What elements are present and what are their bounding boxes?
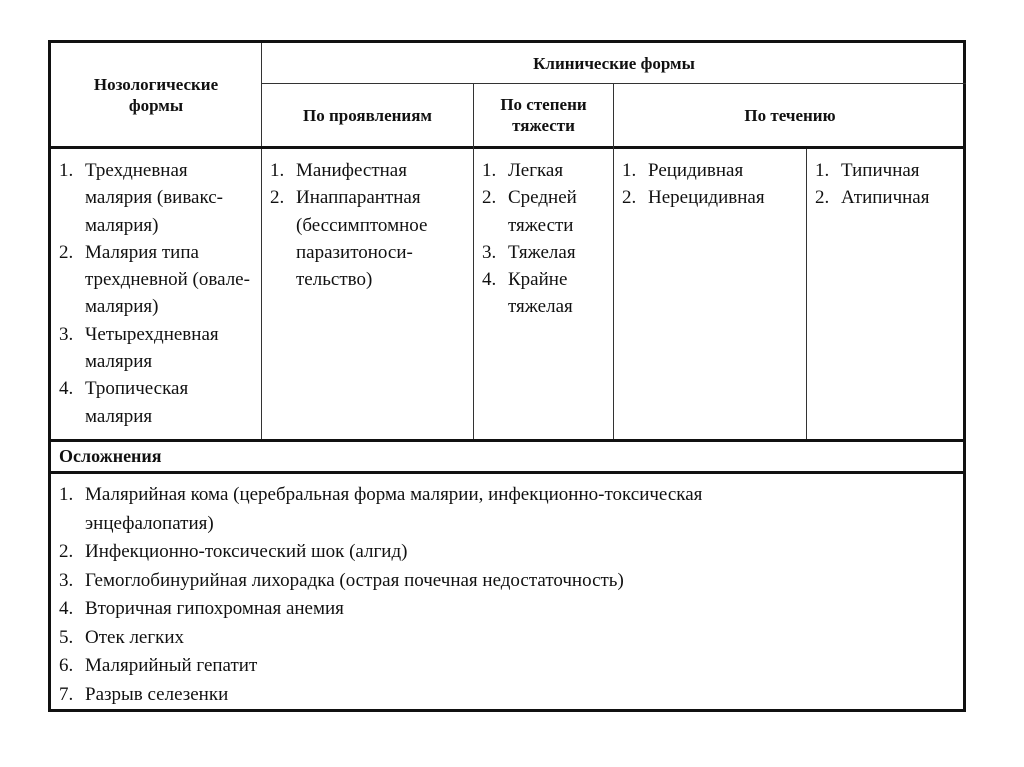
list-item-number: 3. bbox=[482, 241, 497, 263]
list-item bbox=[59, 652, 779, 681]
list-item-text: Инфекционно-токсический шок (алгид) bbox=[85, 541, 408, 562]
list-item-number: 2. bbox=[815, 187, 830, 209]
list-item-number: 1. bbox=[622, 160, 637, 181]
list-item bbox=[59, 567, 779, 596]
malaria-classification-table bbox=[48, 40, 966, 712]
cell-nosological-forms bbox=[59, 157, 259, 430]
list-item bbox=[59, 239, 259, 321]
header-clinical-label: Клинические формы bbox=[533, 53, 695, 73]
list-item-text: Типичная bbox=[841, 160, 920, 181]
list-item-number: 2. bbox=[59, 541, 74, 562]
nosological-forms-list bbox=[59, 157, 259, 430]
header-by-course bbox=[614, 84, 966, 146]
list-item-text: Тропическая малярия bbox=[85, 378, 189, 427]
list-item bbox=[59, 157, 259, 239]
list-item-number: 1. bbox=[482, 160, 497, 181]
list-item-number: 6. bbox=[59, 655, 74, 676]
list-item bbox=[59, 538, 779, 567]
list-item-number: 2. bbox=[270, 187, 285, 209]
complications-title bbox=[59, 446, 162, 467]
cell-severity-forms bbox=[482, 157, 612, 321]
list-item-text: Малярия типа трехдневной (овале-малярия) bbox=[85, 241, 250, 318]
list-item-text: Крайне тяжелая bbox=[508, 269, 573, 318]
list-item-number: 2. bbox=[622, 187, 637, 209]
list-item bbox=[815, 184, 965, 211]
list-item-text: Инаппарантная (бессимптомное паразитоноси-тельство) bbox=[296, 187, 428, 291]
list-item-number: 2. bbox=[482, 187, 497, 209]
list-item bbox=[482, 266, 612, 321]
list-item bbox=[59, 321, 259, 376]
list-item bbox=[622, 184, 807, 211]
list-item bbox=[482, 157, 612, 184]
list-item-text: Тяжелая bbox=[508, 241, 576, 263]
divider-header-bottom bbox=[51, 146, 966, 149]
list-item bbox=[59, 375, 259, 430]
list-item bbox=[59, 681, 779, 710]
list-item-number: 7. bbox=[59, 683, 74, 705]
course-recurrence-list bbox=[622, 157, 807, 212]
cell-course-type bbox=[815, 157, 965, 212]
complications-title-label: Осложнения bbox=[59, 446, 162, 466]
list-item-number: 4. bbox=[59, 378, 74, 400]
cell-manifestation-forms bbox=[270, 157, 470, 293]
list-item-text: Малярийная кома (церебральная форма малярии, инфекционно-токсическая энцефалопатия) bbox=[85, 484, 703, 534]
list-item-number: 4. bbox=[482, 269, 497, 291]
list-item bbox=[482, 239, 612, 266]
header-by-manifestation bbox=[262, 84, 473, 146]
severity-forms-list bbox=[482, 157, 612, 321]
course-type-list bbox=[815, 157, 965, 212]
header-nosological-label: Нозологические формы bbox=[93, 74, 219, 115]
list-item bbox=[482, 184, 612, 239]
list-item-number: 1. bbox=[59, 484, 74, 505]
divider-complications-title bbox=[51, 471, 966, 474]
list-item bbox=[815, 157, 965, 184]
list-item-number: 3. bbox=[59, 323, 74, 345]
list-item-text: Гемоглобинурийная лихорадка (острая почечная недостаточность) bbox=[85, 569, 624, 591]
list-item-text: Рецидивная bbox=[648, 160, 744, 181]
list-item-text: Вторичная гипохромная анемия bbox=[85, 598, 344, 619]
list-item-text: Четырехдневная малярия bbox=[85, 323, 219, 373]
complications-list bbox=[59, 481, 779, 709]
list-item-number: 1. bbox=[59, 160, 74, 181]
cell-complications bbox=[59, 481, 779, 709]
header-clinical-forms bbox=[262, 43, 966, 83]
header-by-severity bbox=[474, 84, 613, 146]
list-item-text: Манифестная bbox=[296, 160, 407, 181]
list-item bbox=[270, 157, 470, 184]
list-item-text: Малярийный гепатит bbox=[85, 655, 258, 676]
list-item-number: 3. bbox=[59, 569, 74, 591]
header-by-course-label: По течению bbox=[744, 105, 836, 125]
list-item-text: Легкая bbox=[508, 160, 564, 181]
list-item-text: Отек легких bbox=[85, 626, 185, 648]
list-item bbox=[59, 481, 779, 538]
list-item-number: 1. bbox=[270, 160, 285, 181]
list-item-number: 1. bbox=[815, 160, 830, 181]
list-item-number: 5. bbox=[59, 626, 74, 648]
list-item bbox=[59, 624, 779, 653]
header-nosological-forms bbox=[51, 43, 261, 146]
list-item bbox=[59, 595, 779, 624]
list-item-text: Нерецидивная bbox=[648, 187, 765, 209]
list-item bbox=[622, 157, 807, 184]
list-item-number: 4. bbox=[59, 598, 74, 619]
list-item-text: Разрыв селезенки bbox=[85, 683, 229, 705]
list-item-text: Атипичная bbox=[841, 187, 930, 209]
list-item-number: 2. bbox=[59, 241, 74, 263]
header-by-manifestation-label: По проявлениям bbox=[302, 105, 432, 125]
manifestation-forms-list bbox=[270, 157, 470, 293]
list-item bbox=[270, 184, 470, 293]
header-by-severity-label: По степени тяжести bbox=[500, 95, 587, 135]
cell-course-recurrence bbox=[622, 157, 807, 212]
divider-body-bottom bbox=[51, 439, 966, 442]
list-item-text: Средней тяжести bbox=[508, 187, 577, 236]
list-item-text: Трехдневная малярия (вивакс-малярия) bbox=[85, 160, 224, 236]
